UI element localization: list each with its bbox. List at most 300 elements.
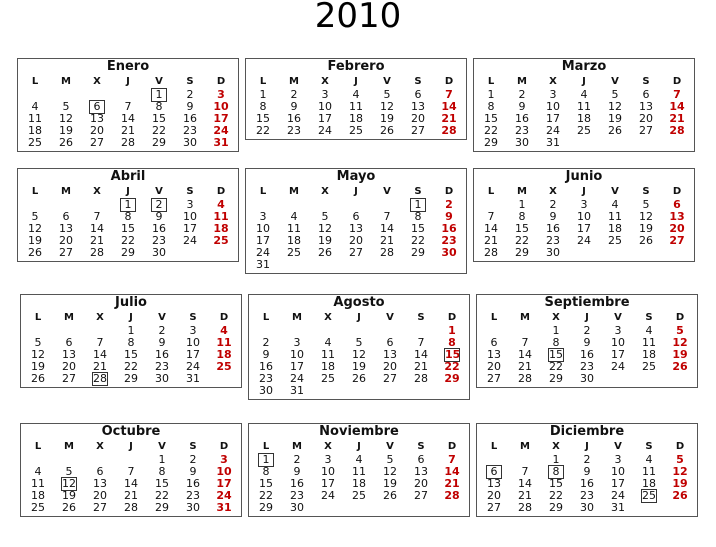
day-cell: 10 [186,336,200,349]
day-cell: 19 [28,234,42,247]
day-cell: 15 [549,477,563,490]
day-cell: 31 [290,384,304,397]
day-cell: 26 [352,372,366,385]
day-cell: 22 [549,360,563,373]
day-cell: 21 [124,489,138,502]
day-cell: 8 [552,336,560,349]
day-cell: 30 [155,372,169,385]
weekday-header: V [383,186,391,197]
day-cell: 16 [515,112,529,125]
weekday-header: J [126,186,130,197]
day-cell: 25 [31,501,45,514]
day-cell: 3 [217,88,225,101]
day-cell: 9 [583,465,591,478]
day-cell: 6 [490,336,498,349]
day-cell: 27 [90,136,104,149]
weekday-header: M [292,441,302,452]
day-cell: 8 [262,465,270,478]
day-cell: 13 [383,348,397,361]
day-cell: 14 [441,100,457,113]
day-cell: 17 [318,112,332,125]
weekday-header: L [487,76,495,87]
weekday-header: D [444,76,454,87]
day-cell: 24 [216,489,232,502]
day-cell: 17 [216,477,232,490]
day-cell: 23 [515,124,529,137]
day-cell: 4 [217,198,225,211]
day-cell: 11 [321,348,335,361]
day-cell: 15 [124,348,138,361]
day-cell: 23 [259,372,273,385]
day-cell: 27 [487,372,501,385]
day-cell: 2 [186,88,194,101]
day-cell: 10 [290,348,304,361]
day-cell: 31 [611,501,625,514]
day-cell: 16 [186,477,200,490]
day-cell: 1 [158,453,166,466]
month-noviembre [248,423,470,517]
day-cell: 21 [380,234,394,247]
day-cell: 26 [28,246,42,259]
day-cell: 17 [321,477,335,490]
day-cell: 19 [672,348,688,361]
day-cell: 24 [213,124,229,137]
day-cell: 18 [287,234,301,247]
day-cell: 8 [259,100,267,113]
day-cell: 4 [290,210,298,223]
day-cell: 7 [93,210,101,223]
day-cell: 18 [349,112,363,125]
weekday-header: L [487,186,495,197]
day-cell: 7 [448,453,456,466]
day-cell: 3 [259,210,267,223]
day-cell: 17 [611,348,625,361]
weekday-header: J [129,441,133,452]
month-name: Julio [115,295,147,310]
weekday-header: V [614,441,622,452]
weekday-header: L [259,186,267,197]
day-cell: 18 [577,112,591,125]
day-cell: 17 [577,222,591,235]
weekday-header: S [189,441,197,452]
day-cell: 17 [546,112,560,125]
day-cell: 31 [216,501,232,514]
day-cell: 31 [186,372,200,385]
day-cell: 12 [352,348,366,361]
day-cell: 19 [62,489,76,502]
weekday-header: J [582,186,586,197]
day-cell: 23 [580,489,594,502]
day-cell: 29 [152,136,166,149]
day-cell: 3 [549,88,557,101]
day-cell: 22 [121,234,135,247]
day-cell: 29 [259,501,273,514]
day-cell: 11 [608,210,622,223]
weekday-header: D [447,312,457,323]
day-cell: 5 [676,453,684,466]
day-cell: 3 [321,88,329,101]
day-cell: 10 [216,465,232,478]
day-cell: 7 [521,336,529,349]
day-cell: 9 [293,465,301,478]
day-cell: 11 [352,465,366,478]
day-cell: 20 [414,477,428,490]
day-cell: 16 [441,222,457,235]
day-cell: 4 [645,453,653,466]
day-cell: 6 [673,198,681,211]
day-cell: 11 [213,210,229,223]
day-cell: 2 [549,198,557,211]
day-cell: 27 [93,501,107,514]
day-cell: 16 [259,360,273,373]
day-cell: 8 [414,210,422,223]
day-cell: 21 [93,360,107,373]
day-cell: 25 [608,234,622,247]
day-cell: 14 [484,222,498,235]
day-cell: 13 [487,477,501,490]
day-cell: 6 [352,210,360,223]
day-cell: 28 [414,372,428,385]
day-cell: 9 [445,210,453,223]
day-cell: 30 [580,501,594,514]
weekday-header: M [64,441,74,452]
day-cell: 23 [546,234,560,247]
day-cell: 5 [383,88,391,101]
day-cell: 24 [546,124,560,137]
day-cell: 7 [383,210,391,223]
day-cell: 28 [90,246,104,259]
weekday-header: D [216,186,226,197]
day-cell: 12 [672,336,688,349]
weekday-header: J [582,76,586,87]
day-cell: 7 [521,465,529,478]
day-cell: 2 [262,336,270,349]
day-cell: 24 [611,489,625,502]
weekday-header: M [61,186,71,197]
day-cell: 12 [608,100,622,113]
day-cell: 11 [216,336,232,349]
weekday-header: X [552,441,560,452]
day-cell: 9 [155,210,163,223]
day-cell: 19 [380,112,394,125]
day-cell: 16 [287,112,301,125]
day-cell: 28 [518,501,532,514]
day-cell: 4 [355,453,363,466]
day-cell: 25 [352,489,366,502]
day-cell: 27 [59,246,73,259]
month-name: Marzo [561,59,607,74]
day-cell: 22 [549,489,563,502]
day-cell: 8 [155,100,163,113]
day-cell: 19 [639,222,653,235]
day-cell: 20 [487,360,501,373]
day-cell: 6 [417,453,425,466]
day-cell: 16 [580,348,594,361]
day-cell: 26 [380,124,394,137]
day-cell: 13 [349,222,363,235]
weekday-header: M [520,441,530,452]
holiday-day: 1 [411,199,425,211]
day-cell: 8 [487,100,495,113]
day-cell: 3 [293,336,301,349]
weekday-header: X [96,312,104,323]
day-cell: 25 [577,124,591,137]
day-cell: 5 [676,324,684,337]
day-cell: 25 [216,360,232,373]
day-cell: 11 [642,336,656,349]
day-cell: 18 [213,222,229,235]
weekday-header: L [262,441,270,452]
day-cell: 1 [259,88,267,101]
day-cell: 5 [355,336,363,349]
month-octubre [20,423,242,517]
weekday-header: L [262,312,270,323]
day-cell: 20 [639,112,653,125]
day-cell: 7 [417,336,425,349]
day-cell: 16 [546,222,560,235]
holiday-day: 12 [62,477,76,490]
day-cell: 26 [31,372,45,385]
day-cell: 25 [287,246,301,259]
day-cell: 2 [583,324,591,337]
day-cell: 10 [577,210,591,223]
day-cell: 3 [580,198,588,211]
holiday-day: 6 [90,101,104,113]
day-cell: 14 [93,348,107,361]
day-cell: 15 [152,112,166,125]
holiday-day: 25 [642,489,656,502]
day-cell: 18 [28,124,42,137]
weekday-header: X [321,76,329,87]
day-cell: 27 [383,372,397,385]
day-cell: 17 [213,112,229,125]
day-cell: 31 [546,136,560,149]
day-cell: 11 [642,465,656,478]
weekday-header: M [517,76,527,87]
weekday-header: V [158,441,166,452]
weekday-header: M [289,186,299,197]
weekday-header: X [321,186,329,197]
weekday-header: V [614,312,622,323]
day-cell: 4 [34,465,42,478]
month-enero [17,58,239,152]
day-cell: 24 [183,234,197,247]
day-cell: 18 [352,477,366,490]
day-cell: 24 [290,372,304,385]
day-cell: 4 [31,100,39,113]
day-cell: 20 [487,489,501,502]
day-cell: 29 [155,501,169,514]
day-cell: 28 [441,124,457,137]
day-cell: 30 [546,246,560,259]
holiday-day: 15 [445,348,461,361]
day-cell: 8 [518,210,526,223]
day-cell: 15 [515,222,529,235]
day-cell: 28 [669,124,685,137]
day-cell: 14 [124,477,138,490]
day-cell: 6 [414,88,422,101]
day-cell: 15 [411,222,425,235]
weekday-header: X [324,441,332,452]
day-cell: 28 [124,501,138,514]
day-cell: 2 [290,88,298,101]
day-cell: 13 [93,477,107,490]
day-cell: 10 [183,210,197,223]
day-cell: 8 [448,336,456,349]
weekday-header: L [34,312,42,323]
day-cell: 13 [411,100,425,113]
day-cell: 12 [59,112,73,125]
weekday-header: L [31,76,39,87]
day-cell: 8 [127,336,135,349]
month-name: Enero [106,59,150,74]
day-cell: 13 [639,100,653,113]
weekday-header: J [585,312,589,323]
day-cell: 29 [444,372,460,385]
day-cell: 23 [580,360,594,373]
weekday-header: J [354,186,358,197]
weekday-header: M [517,186,527,197]
day-cell: 22 [515,234,529,247]
day-cell: 6 [386,336,394,349]
weekday-header: X [96,441,104,452]
weekday-header: S [186,186,194,197]
month-name: Junio [565,169,603,184]
day-cell: 17 [256,234,270,247]
weekday-header: J [357,312,361,323]
day-cell: 18 [642,348,656,361]
day-cell: 21 [669,112,685,125]
day-cell: 14 [380,222,394,235]
day-cell: 1 [448,324,456,337]
day-cell: 26 [608,124,622,137]
day-cell: 21 [121,124,135,137]
holiday-day: 1 [259,454,273,466]
day-cell: 22 [155,489,169,502]
day-cell: 26 [672,489,688,502]
day-cell: 27 [62,372,76,385]
day-cell: 12 [639,210,653,223]
day-cell: 4 [580,88,588,101]
weekday-header: D [219,312,229,323]
day-cell: 27 [487,501,501,514]
weekday-header: J [126,76,130,87]
day-cell: 14 [414,348,428,361]
weekday-header: X [93,186,101,197]
day-cell: 30 [186,501,200,514]
day-cell: 30 [259,384,273,397]
day-cell: 7 [96,336,104,349]
day-cell: 13 [59,222,73,235]
day-cell: 25 [349,124,363,137]
weekday-header: M [520,312,530,323]
day-cell: 18 [216,348,232,361]
day-cell: 13 [414,465,428,478]
month-diciembre [476,423,698,517]
weekday-header: D [672,186,682,197]
weekday-header: L [490,441,498,452]
day-cell: 15 [259,477,273,490]
day-cell: 27 [414,489,428,502]
weekday-header: L [34,441,42,452]
weekday-header: S [417,312,425,323]
day-cell: 9 [583,336,591,349]
day-cell: 4 [352,88,360,101]
weekday-header: V [611,186,619,197]
weekday-header: S [645,441,653,452]
day-cell: 3 [189,324,197,337]
month-name: Agosto [333,295,385,310]
day-cell: 9 [290,100,298,113]
weekday-header: D [672,76,682,87]
weekday-header: S [645,312,653,323]
day-cell: 19 [672,477,688,490]
day-cell: 5 [34,336,42,349]
day-cell: 31 [256,258,270,271]
month-name: Diciembre [549,424,625,439]
day-cell: 8 [158,465,166,478]
weekday-header: S [417,441,425,452]
day-cell: 3 [186,198,194,211]
day-cell: 10 [546,100,560,113]
day-cell: 23 [290,489,304,502]
day-cell: 2 [189,453,197,466]
day-cell: 28 [444,489,460,502]
day-cell: 10 [611,336,625,349]
weekday-header: X [324,312,332,323]
day-cell: 11 [31,477,45,490]
day-cell: 21 [441,112,457,125]
day-cell: 22 [444,360,460,373]
weekday-header: X [93,76,101,87]
day-cell: 23 [155,360,169,373]
day-cell: 23 [287,124,301,137]
day-cell: 21 [484,234,498,247]
day-cell: 6 [96,465,104,478]
weekday-header: S [414,76,422,87]
day-cell: 14 [518,348,532,361]
day-cell: 7 [673,88,681,101]
day-cell: 12 [31,348,45,361]
day-cell: 3 [614,453,622,466]
day-cell: 5 [386,453,394,466]
day-cell: 19 [608,112,622,125]
day-cell: 27 [349,246,363,259]
day-cell: 30 [152,246,166,259]
month-junio [473,168,695,262]
day-cell: 25 [321,372,335,385]
day-cell: 12 [383,465,397,478]
day-cell: 14 [518,477,532,490]
day-cell: 2 [583,453,591,466]
day-cell: 12 [380,100,394,113]
day-cell: 13 [90,112,104,125]
day-cell: 25 [642,360,656,373]
holiday-day: 8 [549,466,563,478]
weekday-header: X [552,312,560,323]
weekday-header: D [447,441,457,452]
day-cell: 24 [186,360,200,373]
day-cell: 10 [256,222,270,235]
month-name: Febrero [327,59,385,74]
day-cell: 13 [669,210,685,223]
day-cell: 9 [158,336,166,349]
day-cell: 30 [515,136,529,149]
weekday-header: D [444,186,454,197]
month-name: Mayo [336,169,376,184]
day-cell: 9 [549,210,557,223]
day-cell: 31 [213,136,229,149]
